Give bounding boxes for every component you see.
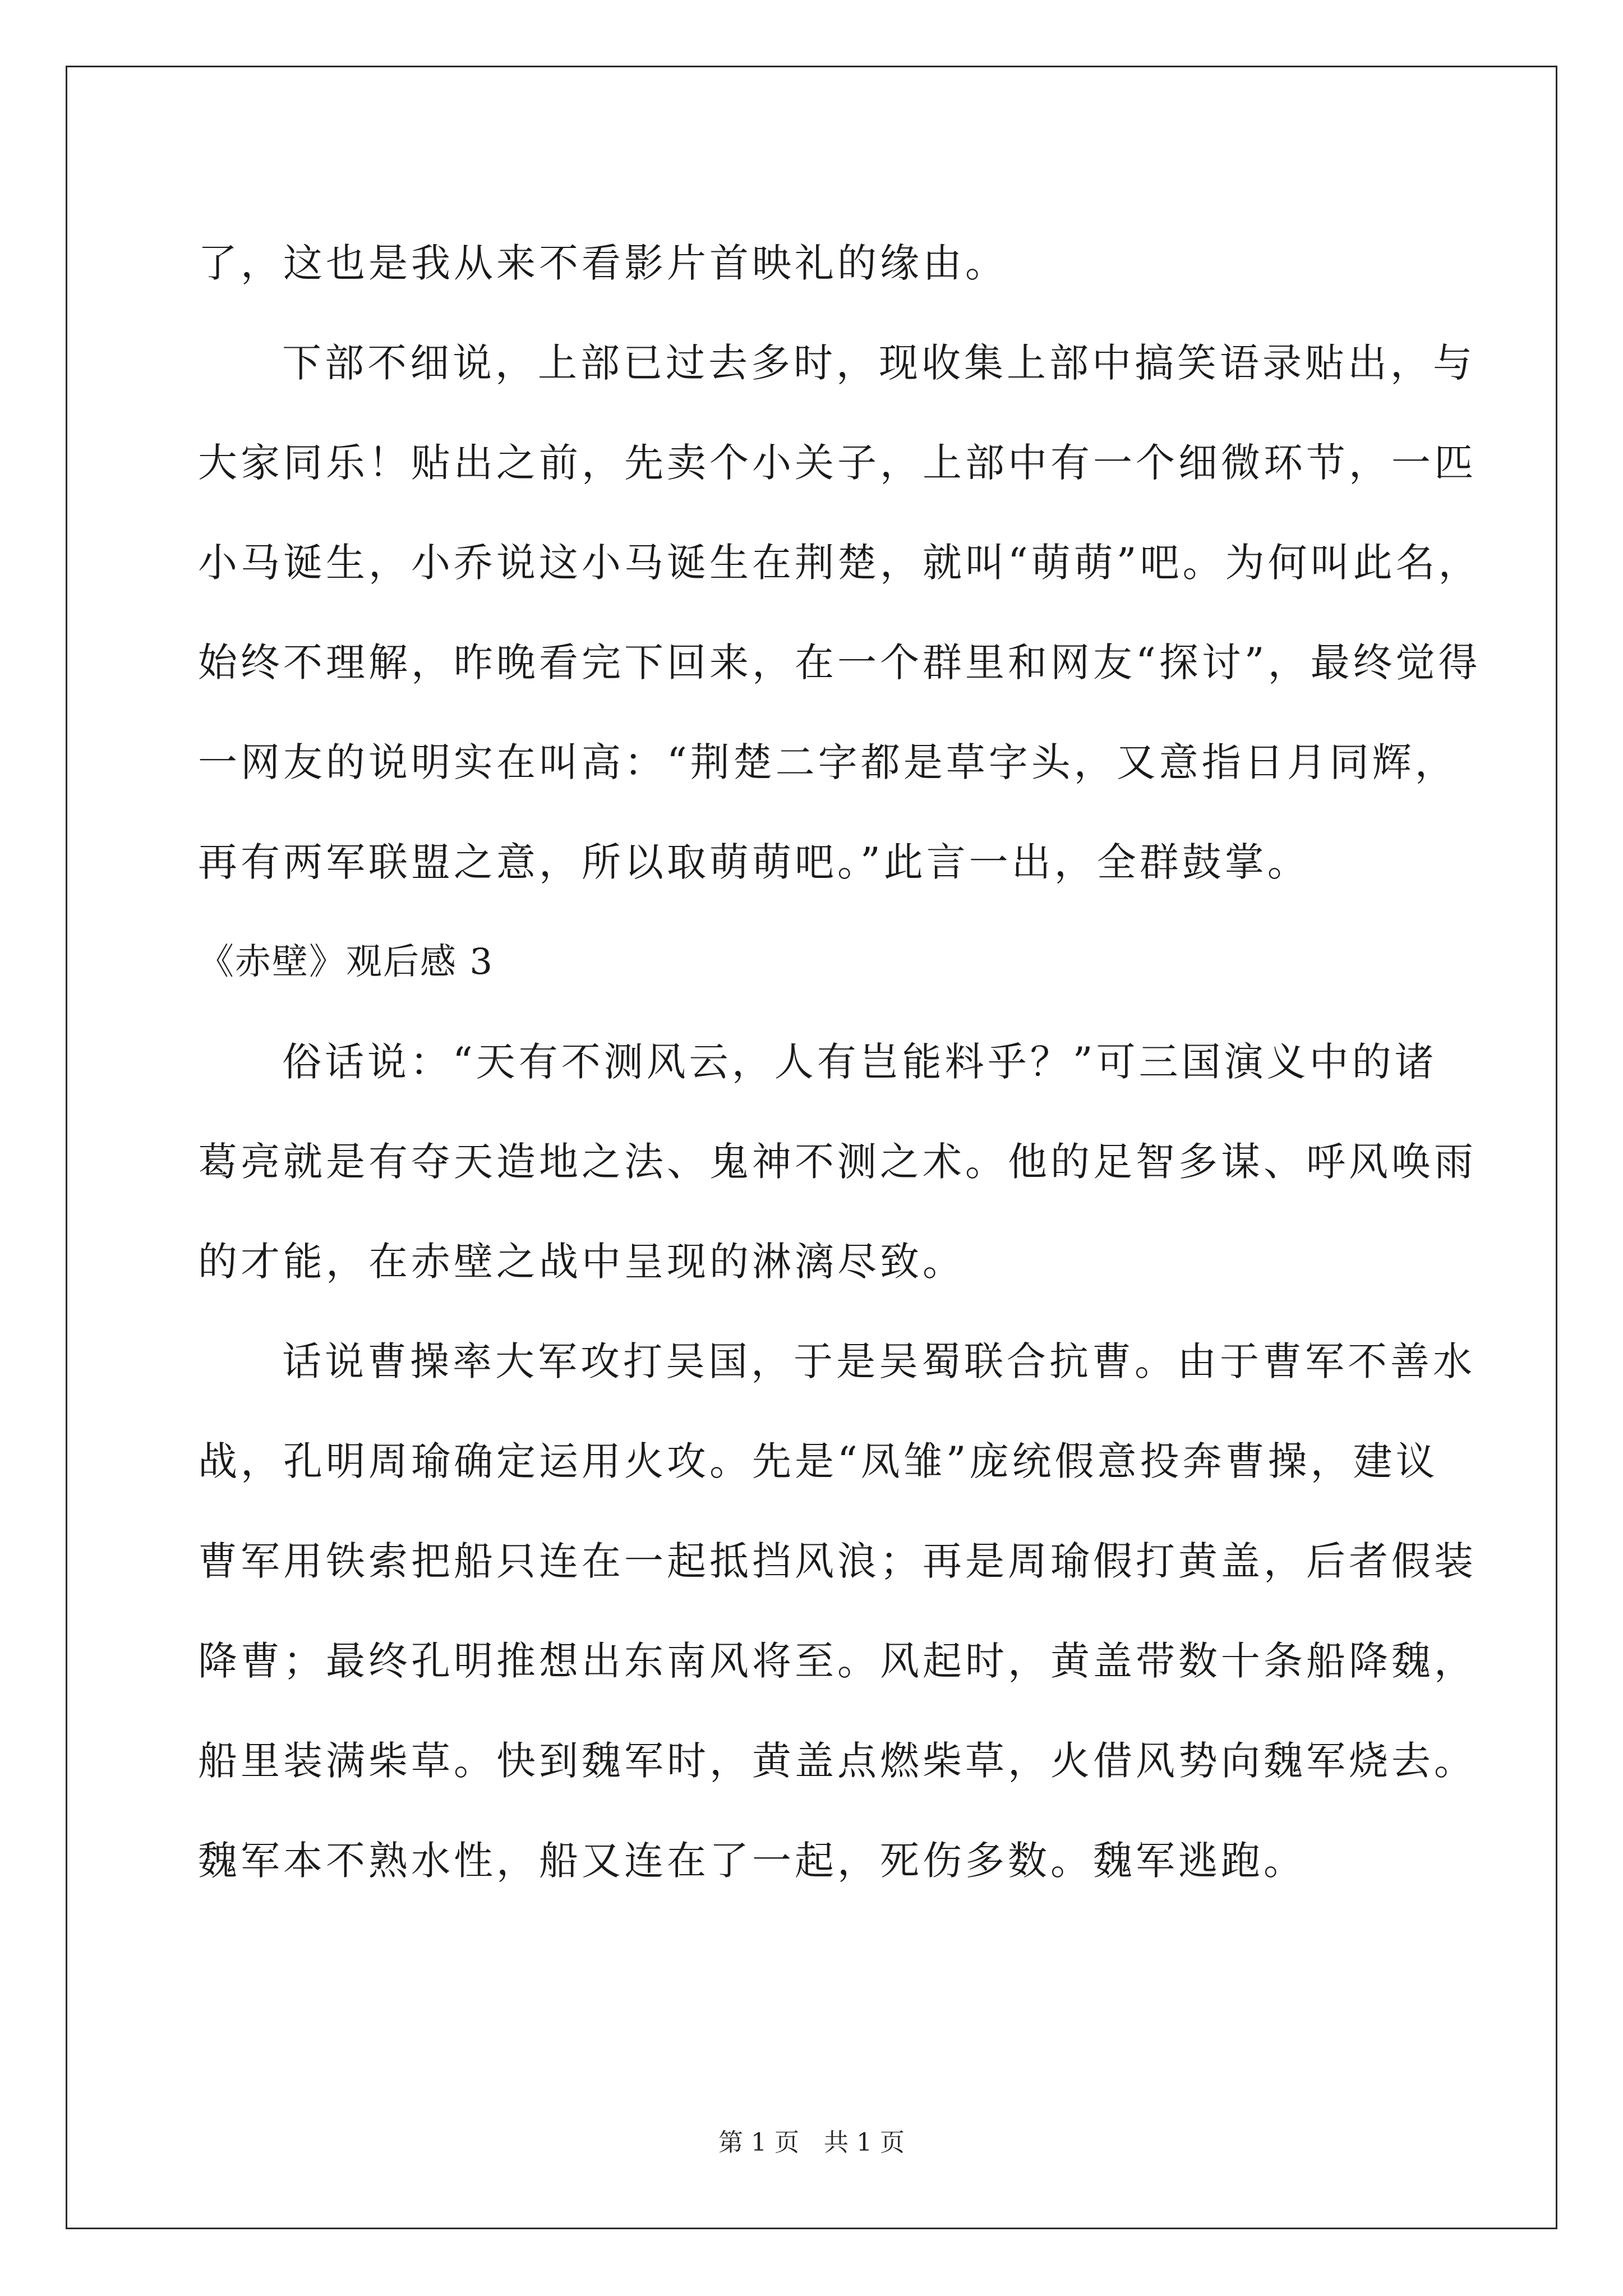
text-line: 曹军用铁索把船只连在一起抵挡风浪；再是周瑜假打黄盖，后者假装 bbox=[198, 1538, 1477, 1584]
text-line: 俗话说：“天有不测风云，人有岂能料乎？”可三国演义中的诸 bbox=[282, 1039, 1437, 1085]
text-line: 降曹；最终孔明推想出东南风将至。风起时，黄盖带数十条船降魏， bbox=[198, 1638, 1477, 1684]
section-heading: 《赤壁》观后感 3 bbox=[198, 941, 494, 983]
text-line: 下部不细说，上部已过去多时，现收集上部中搞笑语录贴出，与 bbox=[282, 340, 1476, 386]
text-line: 魏军本不熟水性，船又连在了一起，死伤多数。魏军逃跑。 bbox=[198, 1838, 1306, 1884]
paragraph-quotes-intro bbox=[198, 313, 1481, 912]
text-line: 一网友的说明实在叫高：“荆楚二字都是草字头，又意指日月同辉， bbox=[198, 739, 1458, 785]
page-number-footer: 第 1 页 共 1 页 bbox=[718, 2128, 905, 2157]
text-line: 再有两军联盟之意，所以取萌萌吧。”此言一出，全群鼓掌。 bbox=[198, 839, 1310, 885]
text-line: 了，这也是我从来不看影片首映礼的缘由。 bbox=[198, 240, 1008, 286]
paragraph-battle-summary bbox=[198, 1312, 1477, 1911]
paragraph-continuation bbox=[198, 213, 1449, 313]
document-body bbox=[198, 213, 1481, 1911]
text-line: 小马诞生，小乔说这小马诞生在荆楚，就叫“萌萌”吧。为何叫此名， bbox=[198, 540, 1481, 586]
text-line: 船里装满柴草。快到魏军时，黄盖点燃柴草，火借风势向魏军烧去。 bbox=[198, 1738, 1477, 1784]
text-line: 的才能，在赤壁之战中呈现的淋漓尽致。 bbox=[198, 1239, 965, 1285]
text-line: 战，孔明周瑜确定运用火攻。先是“凤雏”庞统假意投奔曹操，建议 bbox=[198, 1438, 1438, 1484]
text-line: 大家同乐！贴出之前，先卖个小关子，上部中有一个细微环节，一匹 bbox=[198, 440, 1477, 486]
paragraph-zhuge-liang bbox=[198, 1012, 1477, 1312]
text-line: 始终不理解，昨晚看完下回来，在一个群里和网友“探讨”，最终觉得 bbox=[198, 639, 1481, 685]
text-line: 话说曹操率大军攻打吴国，于是吴蜀联合抗曹。由于曹军不善水 bbox=[282, 1338, 1476, 1384]
text-line: 葛亮就是有夺天造地之法、鬼神不测之术。他的足智多谋、呼风唤雨 bbox=[198, 1139, 1477, 1185]
